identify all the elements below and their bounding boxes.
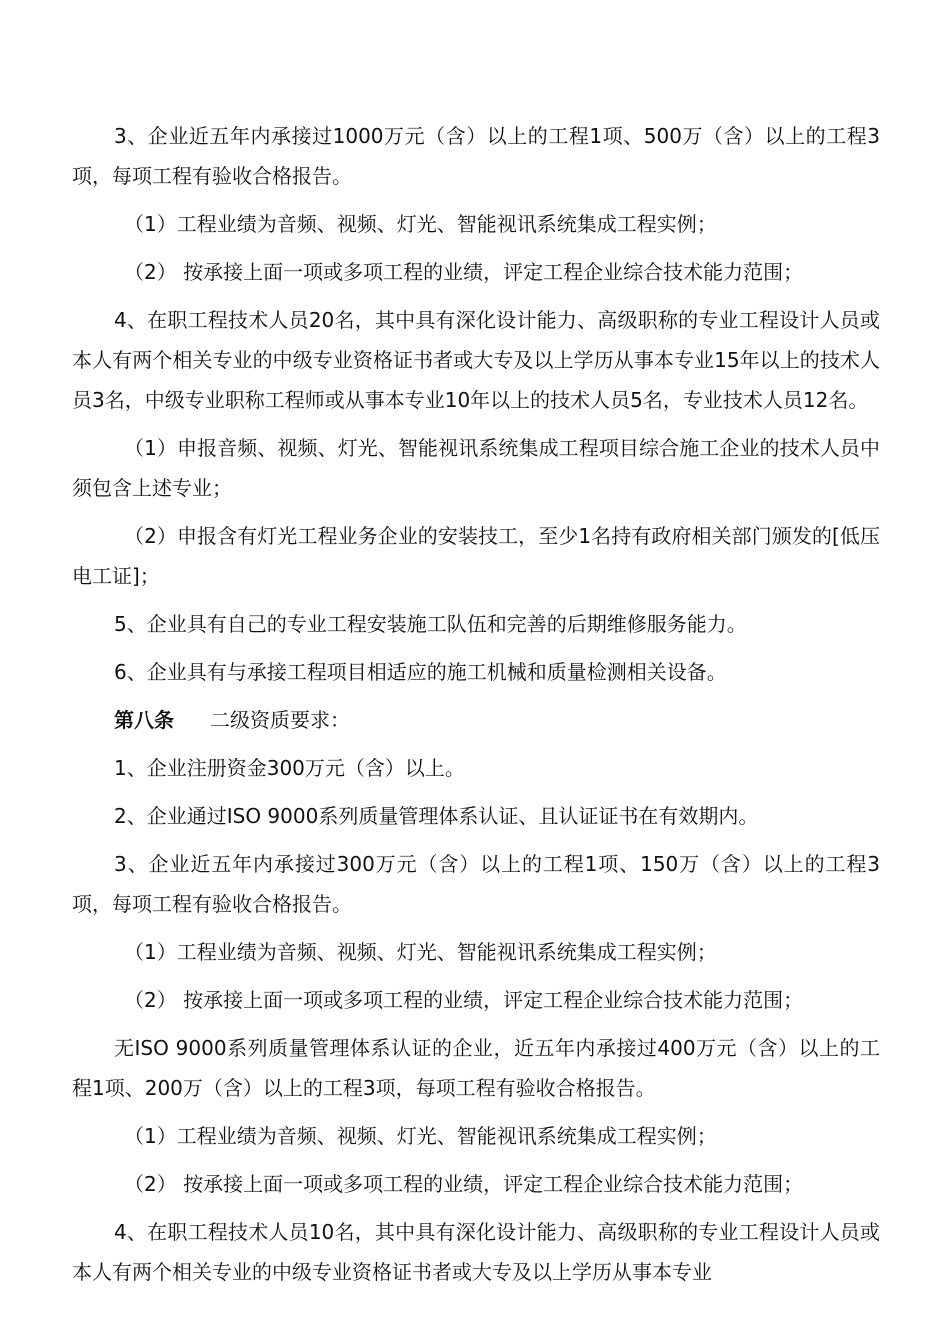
paragraph-item-1-capital: 1、企业注册资金300万元（含）以上。 (114, 756, 465, 780)
paragraph-item-5-team: 5、企业具有自己的专业工程安装施工队伍和完善的后期维修服务能力。 (114, 612, 747, 636)
paragraph-sub-1-performance-level2: （1）工程业绩为音频、视频、灯光、智能视讯系统集成工程实例； (124, 940, 717, 964)
paragraph-sub-1-performance: （1）工程业绩为音频、视频、灯光、智能视讯系统集成工程实例； (124, 212, 717, 236)
paragraph-sub-1-performance-no-iso: （1）工程业绩为音频、视频、灯光、智能视讯系统集成工程实例； (124, 1124, 717, 1148)
paragraph-item-4-staff-level2: 4、在职工程技术人员10名，其中具有深化设计能力、高级职称的专业工程设计人员或本人有两个相关专业的中级专业资格证书者或大专及以上学历从事本专业 (72, 1220, 880, 1284)
paragraph-sub-2-electrician: （2）申报含有灯光工程业务企业的安装技工，至少1名持有政府相关部门颁发的[低压电工证]； (72, 524, 880, 588)
document-page (72, 116, 880, 1300)
paragraph-sub-2-scope-level2: （2） 按承接上面一项或多项工程的业绩，评定工程企业综合技术能力范围； (124, 988, 804, 1012)
article-title: 二级资质要求： (210, 708, 350, 732)
paragraph-item-4-staff: 4、在职工程技术人员20名，其中具有深化设计能力、高级职称的专业工程设计人员或本人有两个相关专业的中级专业资格证书者或大专及以上学历从事本专业15年以上的技术人员3名，中级专业职称工程师或从事本专业10年以上的技术人员5名，专业技术人员12名。 (72, 308, 880, 412)
article-heading (72, 700, 880, 740)
paragraph-item-3-projects: 3、企业近五年内承接过1000万元（含）以上的工程1项、500万（含）以上的工程3项，每项工程有验收合格报告。 (72, 124, 880, 188)
article-number: 第八条 (114, 708, 174, 732)
paragraph-item-6-equipment: 6、企业具有与承接工程项目相适应的施工机械和质量检测相关设备。 (114, 660, 727, 684)
paragraph-sub-1-staff-specialty: （1）申报音频、视频、灯光、智能视讯系统集成工程项目综合施工企业的技术人员中须包含上述专业； (72, 436, 880, 500)
paragraph-item-3-projects-level2: 3、企业近五年内承接过300万元（含）以上的工程1项、150万（含）以上的工程3项，每项工程有验收合格报告。 (72, 852, 880, 916)
paragraph-sub-2-scope: （2） 按承接上面一项或多项工程的业绩，评定工程企业综合技术能力范围； (124, 260, 804, 284)
paragraph-sub-2-scope-no-iso: （2） 按承接上面一项或多项工程的业绩，评定工程企业综合技术能力范围； (124, 1172, 804, 1196)
paragraph-no-iso: 无ISO 9000系列质量管理体系认证的企业，近五年内承接过400万元（含）以上的工程1项、200万（含）以上的工程3项，每项工程有验收合格报告。 (72, 1036, 880, 1100)
paragraph-item-2-iso: 2、企业通过ISO 9000系列质量管理体系认证、且认证证书在有效期内。 (114, 804, 759, 828)
